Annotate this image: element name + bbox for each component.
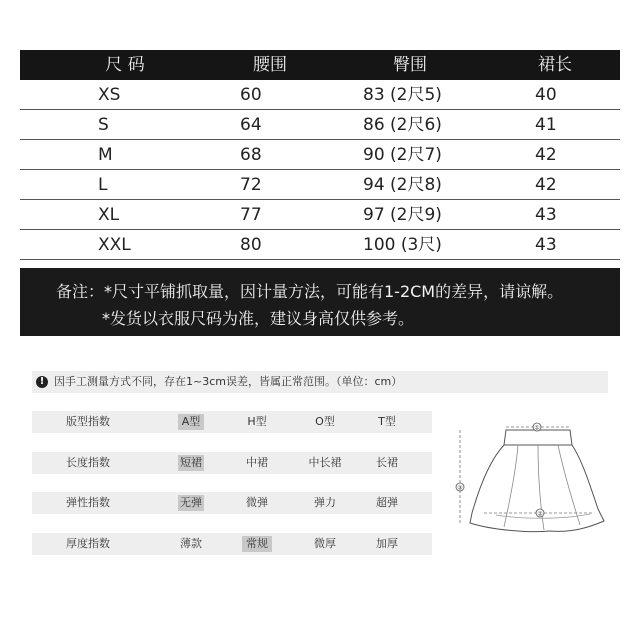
index-label: 长度指数 [66,456,110,469]
size-cell: S [98,115,109,135]
index-option: 微厚 [314,537,336,550]
header-size: 尺 码 [105,55,145,75]
length-cell: 43 [535,205,557,225]
index-option: 无弹 [180,496,202,509]
thickness-index-row [32,533,432,555]
note-line-1: 备注：*尺寸平铺抓取量，因计量方法，可能有1-2CM的差异，请谅解。 [56,282,564,301]
index-option: 微弹 [246,496,268,509]
index-option: 薄款 [180,537,202,550]
header-length: 裙长 [538,55,572,75]
size-cell: L [98,175,108,195]
table-row [20,170,620,200]
hip-cell: 97 (2尺9) [363,205,442,225]
index-option: 中裙 [246,456,268,469]
elasticity-index-row [32,492,432,514]
table-row [20,230,620,260]
header-hip: 臀围 [393,55,427,75]
fit-index-row [32,411,432,433]
waist-cell: 64 [240,115,262,135]
note-line-2: *发货以衣服尺码为准，建议身高仅供参考。 [102,309,415,328]
length-cell: 42 [535,145,557,165]
hip-cell: 94 (2尺8) [363,175,442,195]
index-option: 长裙 [376,456,398,469]
size-table [20,50,620,260]
index-label: 弹性指数 [66,496,110,509]
size-cell: XL [98,205,120,225]
index-option: 加厚 [376,537,398,550]
size-cell: M [98,145,113,165]
table-row [20,140,620,170]
measurement-info-text: 因手工测量方式不同，存在1~3cm误差，皆属正常范围。（单位：cm） [54,375,403,388]
index-option: 弹力 [314,496,336,509]
header-waist: 腰围 [253,55,287,75]
index-option: H型 [247,415,267,428]
length-cell: 41 [535,115,557,135]
pleat-line [504,445,518,527]
index-option: O型 [315,415,335,428]
index-option: T型 [378,415,396,428]
index-label: 版型指数 [66,415,110,428]
marker-1-text: ① [534,424,540,432]
waist-cell: 72 [240,175,262,195]
waist-cell: 77 [240,205,262,225]
skirt-diagram-icon [440,415,630,555]
hip-cell: 83 (2尺5) [363,85,442,105]
measurement-info-bar [32,371,608,393]
hip-cell: 100 (3尺) [363,235,442,255]
size-cell: XXL [98,235,131,255]
waistband-shape [504,430,572,445]
size-cell: XS [98,85,121,105]
marker-3-text: ③ [457,484,463,492]
notes-box [20,268,620,336]
length-cell: 42 [535,175,557,195]
index-option: 超弹 [376,496,398,509]
index-option: 短裙 [180,456,202,469]
length-cell: 43 [535,235,557,255]
skirt-body-shape [470,445,604,532]
length-index-row [32,452,432,474]
index-option: 常规 [242,536,272,552]
hip-cell: 90 (2尺7) [363,145,442,165]
waist-cell: 68 [240,145,262,165]
marker-2-text: ② [537,510,543,518]
table-row [20,200,620,230]
size-table-header [20,50,620,80]
table-row [20,80,620,110]
hip-cell: 86 (2尺6) [363,115,442,135]
index-option: 中长裙 [308,456,342,469]
length-cell: 40 [535,85,557,105]
index-option: A型 [178,414,204,430]
index-label: 厚度指数 [66,537,110,550]
exclamation-icon: ! [36,376,48,388]
table-row [20,110,620,140]
waist-cell: 60 [240,85,262,105]
waist-cell: 80 [240,235,262,255]
